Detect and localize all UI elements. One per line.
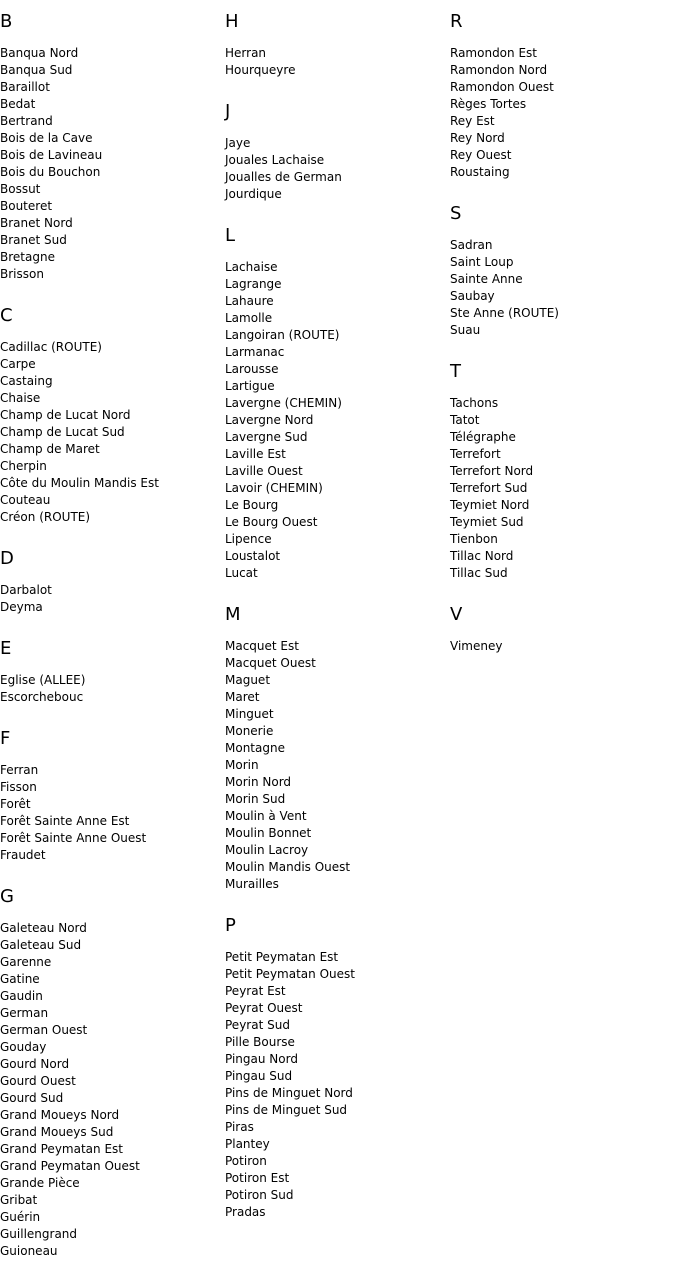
street-name: Ste Anne (ROUTE) [450,306,559,320]
street-name: Bossut [0,182,41,196]
street-name: Moulin à Vent [225,809,307,823]
street-name: Pille Bourse [225,1035,295,1049]
letter-group [450,202,675,339]
street-name: Moulin Bonnet [225,826,312,840]
street-name: Potiron [225,1154,267,1168]
letter-heading: R [450,11,463,32]
street-name: Gribat [0,1193,38,1207]
street-name: Jaye [225,136,251,150]
street-list [450,395,675,582]
letter-heading: S [450,203,462,224]
street-list [0,582,225,616]
street-name: Petit Peymatan Est [225,950,339,964]
street-name: Morin Nord [225,775,292,789]
street-name: Moulin Lacroy [225,843,309,857]
street-name: Escorchebouc [0,690,84,704]
street-name: Bois du Bouchon [0,165,101,179]
street-name: Galeteau Nord [0,921,87,935]
street-name: Joualles de German [225,170,342,184]
street-name: Bretagne [0,250,55,264]
street-name: Cadillac (ROUTE) [0,340,102,354]
street-list [450,237,675,339]
street-name: Potiron Est [225,1171,290,1185]
street-name: Gourd Sud [0,1091,64,1105]
street-index-column-2 [225,10,450,1242]
street-name: Murailles [225,877,279,891]
street-list [0,45,225,283]
street-list [225,45,450,79]
letter-group [0,885,225,1260]
letter-group [0,547,225,616]
letter-group [450,603,675,655]
letter-heading: M [225,604,241,625]
street-name: Ferran [0,763,39,777]
street-name: Peyrat Ouest [225,1001,303,1015]
street-list [225,135,450,203]
street-name: Grand Peymatan Est [0,1142,123,1156]
street-name: Montagne [225,741,285,755]
street-list [450,638,675,655]
street-name: Teymiet Nord [450,498,530,512]
street-name: Chaise [0,391,41,405]
street-name: Règes Tortes [450,97,527,111]
street-name: Tillac Sud [450,566,508,580]
street-name: Bertrand [0,114,53,128]
street-name: Lavoir (CHEMIN) [225,481,323,495]
street-name: Saint Loup [450,255,514,269]
street-name: Lavergne Sud [225,430,308,444]
street-name: Pradas [225,1205,266,1219]
street-name: Le Bourg Ouest [225,515,318,529]
street-name: Champ de Lucat Nord [0,408,131,422]
street-name: Guioneau [0,1244,58,1258]
letter-heading: V [450,604,463,625]
street-name: Morin Sud [225,792,286,806]
street-name: Guillengrand [0,1227,78,1241]
street-name: Macquet Est [225,639,299,653]
street-name: Ramondon Ouest [450,80,554,94]
street-name: Piras [225,1120,254,1134]
street-list [0,672,225,706]
street-name: Deyma [0,600,43,614]
street-name: Macquet Ouest [225,656,316,670]
street-name: Gaudin [0,989,43,1003]
street-name: Bois de Lavineau [0,148,103,162]
street-name: Baraillot [0,80,50,94]
street-name: Potiron Sud [225,1188,294,1202]
street-name: German [0,1006,49,1020]
street-name: Tillac Nord [450,549,514,563]
letter-group [450,10,675,181]
letter-group [225,603,450,893]
street-name: Tatot [450,413,480,427]
street-name: Minguet [225,707,274,721]
street-name: Gourd Nord [0,1057,70,1071]
street-name: Rey Est [450,114,495,128]
street-list [225,638,450,893]
street-name: Branet Sud [0,233,67,247]
street-list [0,920,225,1260]
street-name: Vimeney [450,639,503,653]
street-name: Fisson [0,780,37,794]
street-name: Lamolle [225,311,273,325]
street-name: Plantey [225,1137,270,1151]
street-name: Banqua Sud [0,63,73,77]
street-name: Rey Ouest [450,148,512,162]
street-name: Galeteau Sud [0,938,82,952]
street-name: Télégraphe [450,430,516,444]
street-name: Tienbon [450,532,498,546]
street-name: Sadran [450,238,493,252]
street-name: Le Bourg [225,498,279,512]
street-name: Pingau Nord [225,1052,298,1066]
street-name: Champ de Maret [0,442,100,456]
street-name: Lipence [225,532,272,546]
street-name: Herran [225,46,267,60]
street-name: Hourqueyre [225,63,296,77]
street-name: Grand Moueys Nord [0,1108,120,1122]
street-name: Castaing [0,374,53,388]
street-name: Gourd Ouest [0,1074,76,1088]
letter-heading: T [450,361,461,382]
street-list [225,259,450,582]
street-name: Gouday [0,1040,47,1054]
street-name: Suau [450,323,481,337]
street-name: Branet Nord [0,216,73,230]
letter-heading: L [225,225,236,246]
street-name: Grand Peymatan Ouest [0,1159,140,1173]
letter-heading: G [0,886,14,907]
street-name: Loustalot [225,549,281,563]
street-name: Tachons [450,396,499,410]
street-name: Bouteret [0,199,53,213]
letter-heading: C [0,305,13,326]
street-name: Terrefort Sud [450,481,528,495]
street-name: Lagrange [225,277,282,291]
street-name: Pins de Minguet Nord [225,1086,353,1100]
street-name: Couteau [0,493,51,507]
letter-group [450,360,675,582]
street-name: Moulin Mandis Ouest [225,860,351,874]
street-index-column-3 [450,10,675,676]
street-name: Langoiran (ROUTE) [225,328,340,342]
street-name: Peyrat Est [225,984,286,998]
street-name: Banqua Nord [0,46,79,60]
street-name: Ramondon Nord [450,63,548,77]
street-name: Peyrat Sud [225,1018,290,1032]
letter-heading: E [0,638,12,659]
street-name: Saubay [450,289,495,303]
street-name: Côte du Moulin Mandis Est [0,476,159,490]
street-name: Monerie [225,724,274,738]
letter-group [225,914,450,1221]
letter-heading: P [225,915,236,936]
street-name: Lachaise [225,260,278,274]
street-name: Grande Pièce [0,1176,80,1190]
letter-group [0,637,225,706]
street-name: Maguet [225,673,271,687]
letter-group [0,10,225,283]
letter-group [0,304,225,526]
street-name: Lucat [225,566,258,580]
street-name: Jourdique [225,187,282,201]
street-name: Darbalot [0,583,52,597]
street-name: Pingau Sud [225,1069,293,1083]
street-name: Terrefort Nord [450,464,534,478]
street-name: Jouales Lachaise [225,153,325,167]
street-name: Laville Est [225,447,286,461]
street-name: Champ de Lucat Sud [0,425,125,439]
street-name: Pins de Minguet Sud [225,1103,348,1117]
street-name: Rey Nord [450,131,505,145]
street-list [450,45,675,181]
street-name: Forêt [0,797,31,811]
letter-group [225,224,450,582]
street-name: Roustaing [450,165,510,179]
street-list [225,949,450,1221]
street-name: Brisson [0,267,44,281]
street-name: Lavergne Nord [225,413,314,427]
letter-group [225,100,450,203]
street-name: Larmanac [225,345,285,359]
street-index-column-1 [0,10,225,1281]
street-name: German Ouest [0,1023,88,1037]
street-name: Lartigue [225,379,275,393]
street-list [0,762,225,864]
street-name: Sainte Anne [450,272,523,286]
letter-heading: D [0,548,14,569]
street-name: Petit Peymatan Ouest [225,967,355,981]
street-name: Ramondon Est [450,46,537,60]
street-list [0,339,225,526]
street-name: Bedat [0,97,36,111]
street-name: Forêt Sainte Anne Est [0,814,130,828]
street-name: Morin [225,758,259,772]
street-name: Créon (ROUTE) [0,510,91,524]
letter-heading: F [0,728,11,749]
street-name: Garenne [0,955,52,969]
street-name: Grand Moueys Sud [0,1125,114,1139]
street-name: Carpe [0,357,36,371]
street-name: Eglise (ALLEE) [0,673,86,687]
letter-group [0,727,225,864]
street-name: Lahaure [225,294,274,308]
street-name: Laville Ouest [225,464,303,478]
street-name: Larousse [225,362,279,376]
street-name: Maret [225,690,260,704]
street-name: Gatine [0,972,40,986]
street-name: Cherpin [0,459,47,473]
street-name: Forêt Sainte Anne Ouest [0,831,147,845]
street-name: Fraudet [0,848,46,862]
street-name: Teymiet Sud [450,515,524,529]
street-name: Terrefort [450,447,501,461]
letter-heading: J [225,101,231,122]
street-name: Bois de la Cave [0,131,93,145]
letter-heading: B [0,11,13,32]
street-name: Guérin [0,1210,41,1224]
street-name: Lavergne (CHEMIN) [225,396,342,410]
letter-group [225,10,450,79]
letter-heading: H [225,11,239,32]
